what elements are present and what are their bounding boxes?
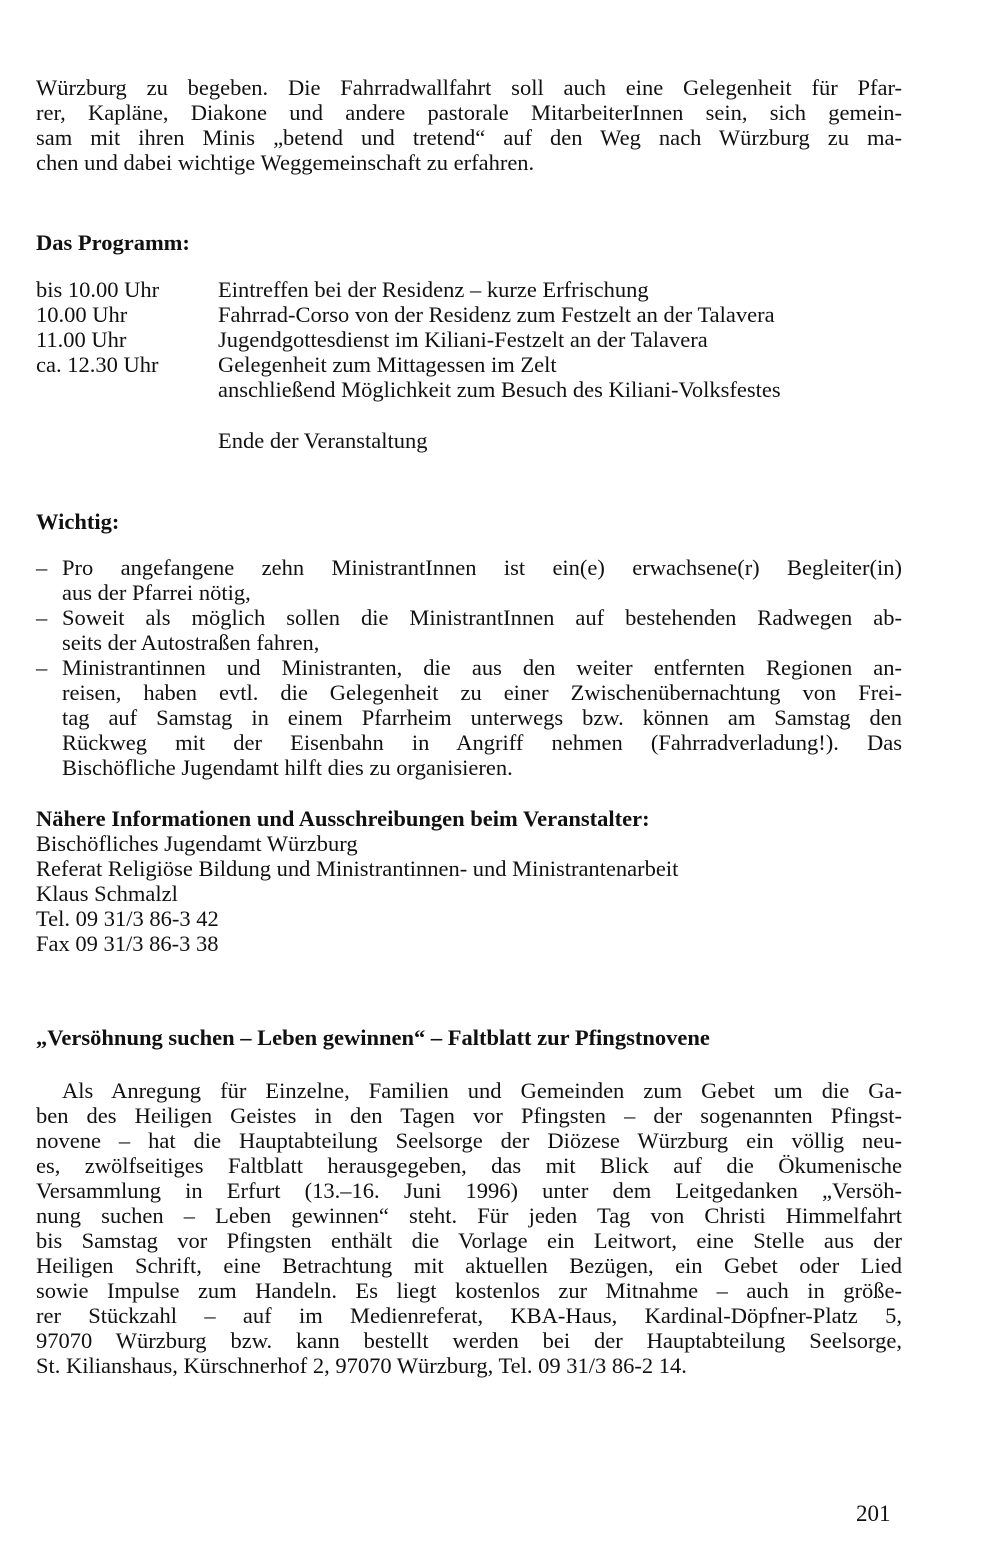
schedule-desc: Fahrrad-Corso von der Residenz zum Festzelt an der Talavera	[218, 302, 775, 327]
schedule-time: bis 10.00 Uhr	[36, 277, 160, 302]
page-number: 201	[856, 1501, 891, 1526]
text-line: bis Samstag vor Pfingsten enthält die Vorlage ein Leitwort, eine Stelle aus der	[36, 1228, 902, 1253]
text-line: Heiligen Schrift, eine Betrachtung mit aktuellen Bezügen, ein Gebet oder Lied	[36, 1253, 902, 1278]
info-line: Referat Religiöse Bildung und Ministrantinnen- und Ministrantenarbeit	[36, 856, 679, 881]
text-line: chen und dabei wichtige Weggemeinschaft zu erfahren.	[36, 150, 535, 175]
text-line: Würzburg zu begeben. Die Fahrradwallfahrt soll auch eine Gelegenheit für Pfar-	[36, 75, 902, 100]
schedule-row	[36, 352, 902, 377]
info-line: Bischöfliches Jugendamt Würzburg	[36, 831, 358, 856]
schedule-row	[36, 302, 902, 327]
text-line: tag auf Samstag in einem Pfarrheim unterwegs bzw. können am Samstag den	[62, 705, 902, 730]
schedule-row	[36, 377, 902, 402]
article-heading: „Versöhnung suchen – Leben gewinnen“ – Faltblatt zur Pfingstnovene	[36, 1025, 710, 1050]
text-line: rer, Kapläne, Diakone und andere pastorale MitarbeiterInnen sein, sich gemein-	[36, 100, 902, 125]
text-line: seits der Autostraßen fahren,	[62, 630, 320, 655]
text-line: novene – hat die Hauptabteilung Seelsorge der Diözese Würzburg ein völlig neu-	[36, 1128, 902, 1153]
text-line: sowie Impulse zum Handeln. Es liegt kostenlos zur Mitnahme – auch in größe-	[36, 1278, 902, 1303]
list-item	[36, 555, 902, 605]
text-line: aus der Pfarrei nötig,	[62, 580, 251, 605]
text-line: Bischöfliche Jugendamt hilft dies zu organisieren.	[62, 755, 513, 780]
programm-heading: Das Programm:	[36, 230, 190, 255]
intro-paragraph	[36, 75, 902, 175]
text-line: Pro angefangene zehn MinistrantInnen ist ein(e) erwachsene(r) Begleiter(in)	[62, 555, 902, 580]
list-item	[36, 655, 902, 780]
schedule-desc: Gelegenheit zum Mittagessen im Zelt	[218, 352, 557, 377]
schedule-end: Ende der Veranstaltung	[218, 428, 428, 453]
info-heading: Nähere Informationen und Ausschreibungen beim Veranstalter:	[36, 806, 650, 831]
text-line: ben des Heiligen Geistes in den Tagen vor Pfingsten – der sogenannten Pfingst-	[36, 1103, 902, 1128]
text-line: 97070 Würzburg bzw. kann bestellt werden bei der Hauptabteilung Seelsorge,	[36, 1328, 902, 1353]
info-block	[36, 806, 902, 956]
schedule-desc: Jugendgottesdienst im Kiliani-Festzelt an der Talavera	[218, 327, 708, 352]
text-line: Soweit als möglich sollen die MinistrantInnen auf bestehenden Radwegen ab-	[62, 605, 902, 630]
text-line: es, zwölfseitiges Faltblatt herausgegeben, das mit Blick auf die Ökumenische	[36, 1153, 902, 1178]
text-line: sam mit ihren Minis „betend und tretend“ auf den Weg nach Würzburg zu ma-	[36, 125, 902, 150]
info-line: Fax 09 31/3 86-3 38	[36, 931, 219, 956]
text-line: reisen, haben evtl. die Gelegenheit zu einer Zwischenübernachtung von Frei-	[62, 680, 902, 705]
dash-bullet: –	[36, 605, 48, 630]
text-line: Als Anregung für Einzelne, Familien und Gemeinden zum Gebet um die Ga-	[62, 1078, 902, 1103]
schedule-time: ca. 12.30 Uhr	[36, 352, 159, 377]
text-line: Versammlung in Erfurt (13.–16. Juni 1996) unter dem Leitgedanken „Versöh-	[36, 1178, 902, 1203]
list-item	[36, 605, 902, 655]
dash-bullet: –	[36, 655, 48, 680]
schedule-desc: Eintreffen bei der Residenz – kurze Erfrischung	[218, 277, 649, 302]
dash-bullet: –	[36, 555, 48, 580]
article-paragraph	[36, 1078, 902, 1378]
schedule-row	[36, 277, 902, 302]
schedule-time: 11.00 Uhr	[36, 327, 127, 352]
programm-schedule	[36, 277, 902, 402]
text-line: St. Kilianshaus, Kürschnerhof 2, 97070 Würzburg, Tel. 09 31/3 86-2 14.	[36, 1353, 687, 1378]
info-line: Tel. 09 31/3 86-3 42	[36, 906, 219, 931]
text-line: rer Stückzahl – auf im Medienreferat, KBA-Haus, Kardinal-Döpfner-Platz 5,	[36, 1303, 902, 1328]
programm-ende	[36, 428, 902, 453]
wichtig-heading: Wichtig:	[36, 509, 120, 534]
schedule-time: 10.00 Uhr	[36, 302, 128, 327]
info-line: Klaus Schmalzl	[36, 881, 178, 906]
text-line: Ministrantinnen und Ministranten, die aus den weiter entfernten Regionen an-	[62, 655, 902, 680]
text-line: nung suchen – Leben gewinnen“ steht. Für jeden Tag von Christi Himmelfahrt	[36, 1203, 902, 1228]
text-line: Rückweg mit der Eisenbahn in Angriff nehmen (Fahrradverladung!). Das	[62, 730, 902, 755]
wichtig-list	[36, 555, 902, 780]
schedule-desc: anschließend Möglichkeit zum Besuch des Kiliani-Volksfestes	[218, 377, 781, 402]
schedule-row	[36, 327, 902, 352]
